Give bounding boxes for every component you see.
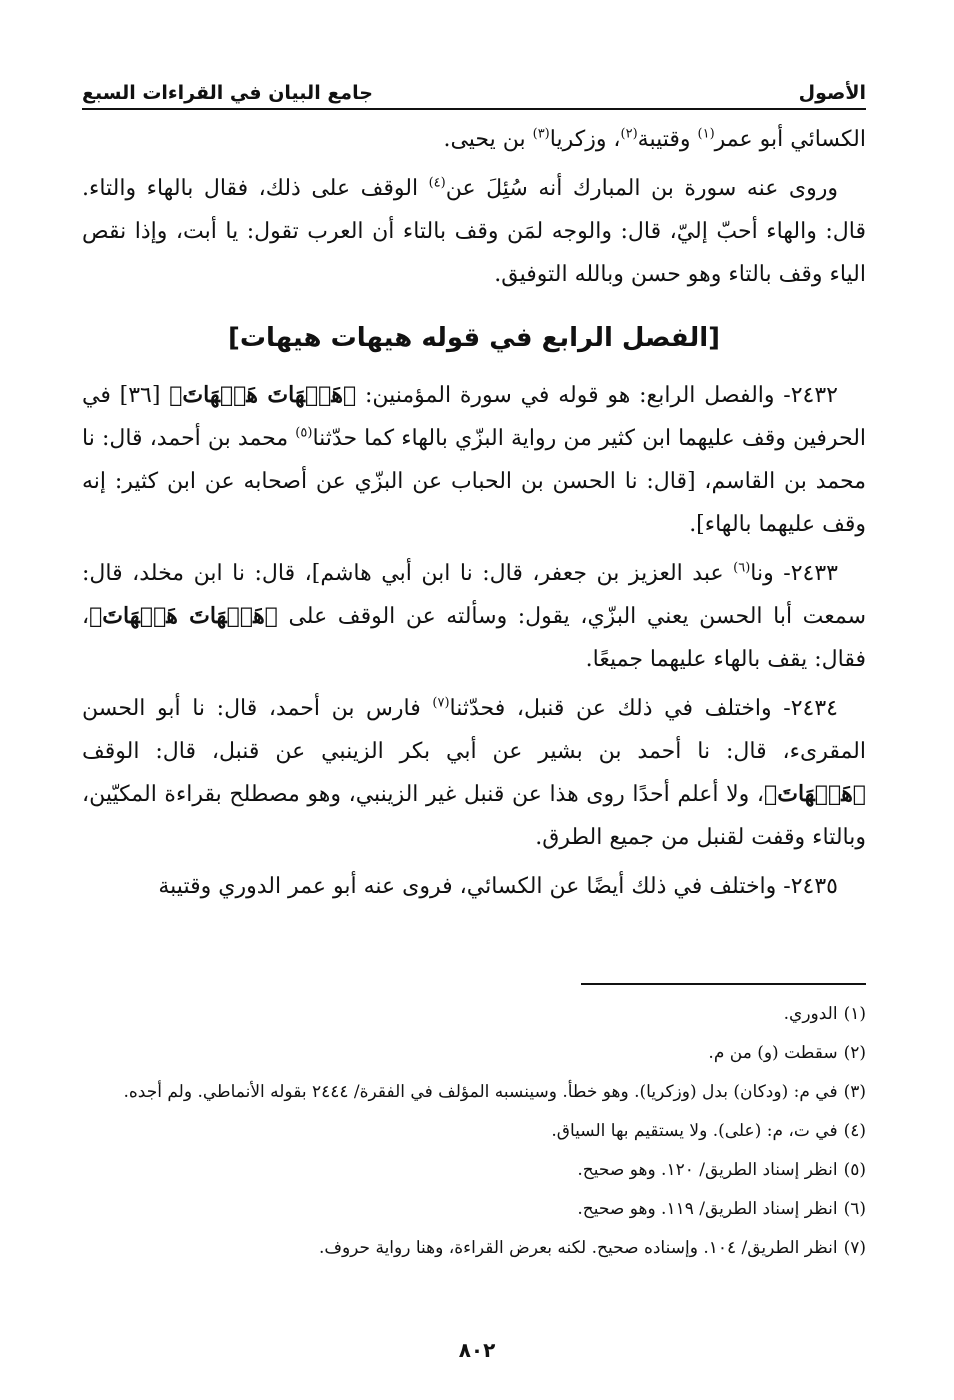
footnote-number: (١) <box>843 1004 866 1024</box>
text-run: عبد العزيز بن جعفر، قال: نا ابن أبي هاشم]، قال: نا ابن مخلد، قال: سمعت أبا الحسن يعني البزّي، يقول: وسألته عن الوقف على <box>82 561 866 629</box>
text-run: فارس بن أحمد، قال: نا أبو الحسن المقرىء، قال: نا أحمد بن بشير عن أبي بكر الزينبي عن قنبل، قال: الوقف <box>82 696 866 764</box>
footnote-number: (٤) <box>843 1121 866 1141</box>
page-number: ٨٠٢ <box>458 1338 496 1362</box>
footnote-number: (٥) <box>843 1160 866 1180</box>
footnote-item <box>82 1117 866 1145</box>
footnote-text: الدوري. <box>783 1004 838 1024</box>
footnote-marker[interactable]: (٤) <box>428 175 446 191</box>
entry-2433 <box>82 552 866 681</box>
text-run: [٣٦] في الحرفين وقف عليهما ابن كثير من رواية البزّي بالهاء كما حدّثنا <box>82 383 867 451</box>
footnote-item <box>82 1195 866 1223</box>
footnote-number: (٧) <box>843 1238 866 1258</box>
text-run: ٢٤٣٣- ونا <box>750 561 838 586</box>
footnote-marker[interactable]: (٣) <box>532 126 550 142</box>
footnote-number: (٣) <box>843 1082 866 1102</box>
footnote-text: في ت، م: (على). ولا يستقيم بها السياق. <box>551 1121 838 1141</box>
text-run: ٢٤٣٤- واختلف في ذلك عن قنبل، فحدّثنا <box>449 696 838 721</box>
footnote-text: انظر الطريق/ ١٠٤. وإسناده صحيح. لكنه بعرض القراءة، وهنا رواية حروف. <box>318 1238 838 1258</box>
text-run: الكسائي أبو عمر <box>714 127 866 152</box>
footnotes <box>82 1000 866 1273</box>
footnote-item <box>82 1000 866 1028</box>
quran-quote: ﴿هَيۡهَاتَ هَيۡهَاتَ﴾ <box>169 382 357 408</box>
entry-2434 <box>82 687 866 859</box>
footnote-text: سقطت (و) من م. <box>708 1043 838 1063</box>
header-book-title: جامع البيان في القراءات السبع <box>82 82 373 104</box>
footnote-text: في م: (ودكان) بدل (وزكريا). وهو خطأ. وسينسبه المؤلف في الفقرة/ ٢٤٤٤ بقوله الأنماطي. ولم أجده. <box>123 1082 838 1102</box>
text-run: الوقف على ذلك، فقال بالهاء والتاء. قال: والهاء أحبّ إليّ، قال: والوجه لمَن وقف بالتاء أن العرب تقول: يا أبت، وإذا نقص الياء وقف بالتاء وهو حسن وبالله التوفيق. <box>82 176 866 287</box>
text-run: وروى عنه سورة بن المبارك أنه سُئِلَ عن <box>445 176 838 201</box>
header-chapter-title: الأصول <box>798 82 866 104</box>
text-run: ٢٤٣٥- واختلف في ذلك أيضًا عن الكسائي، فروى عنه أبو عمر الدوري وقتيبة <box>158 874 838 899</box>
footnote-marker[interactable]: (٥) <box>295 425 313 441</box>
footnote-marker[interactable]: (١) <box>697 126 715 142</box>
footnote-divider <box>581 983 866 985</box>
footnote-number: (٢) <box>843 1043 866 1063</box>
text-run: ، ولا أعلم أحدًا روى هذا عن قنبل غير الزينبي، وهو مصطلح بقراءة المكيّين، وبالتاء وقفت لقنبل من جميع الطرق. <box>82 782 866 850</box>
paragraph-sawra <box>82 167 866 296</box>
footnote-marker[interactable]: (٧) <box>432 695 450 711</box>
entry-2435 <box>82 865 866 908</box>
text-run: ، وزكريا <box>549 127 621 152</box>
text-run: ، فقال: يقف بالهاء عليهما جميعًا. <box>82 604 866 672</box>
text-run: وقتيبة <box>637 127 698 152</box>
footnote-marker[interactable]: (٢) <box>620 126 638 142</box>
paragraph-continuation <box>82 118 866 161</box>
text-run: ٢٤٣٢- والفصل الرابع: هو قوله في سورة المؤمنين: <box>356 383 838 408</box>
text-run: بن يحيى. <box>443 127 533 152</box>
footnote-number: (٦) <box>843 1199 866 1219</box>
footnote-item <box>82 1039 866 1067</box>
quran-quote: ﴿هَيۡهَاتَ هَيۡهَاتَ﴾ <box>89 603 278 629</box>
text-run: محمد بن أحمد، قال: نا محمد بن القاسم، [قال: نا الحسن بن الحباب عن البزّي عن أصحابه عن ابن كثير: إنه وقف عليهما بالهاء]. <box>82 426 866 537</box>
section-heading: [الفصل الرابع في قوله هيهات هيهات] <box>227 323 721 353</box>
footnote-item <box>82 1078 866 1106</box>
footnote-marker[interactable]: (٦) <box>733 560 751 576</box>
footnote-text: انظر إسناد الطريق/ ١٢٠. وهو صحيح. <box>577 1160 838 1180</box>
footnote-item <box>82 1156 866 1184</box>
quran-quote: ﴿هَيۡهَاتَ﴾ <box>764 781 866 807</box>
entry-2432 <box>82 374 866 546</box>
main-text <box>82 118 866 914</box>
footnote-item <box>82 1234 866 1262</box>
running-header <box>82 64 866 110</box>
footnote-text: انظر إسناد الطريق/ ١١٩. وهو صحيح. <box>577 1199 838 1219</box>
